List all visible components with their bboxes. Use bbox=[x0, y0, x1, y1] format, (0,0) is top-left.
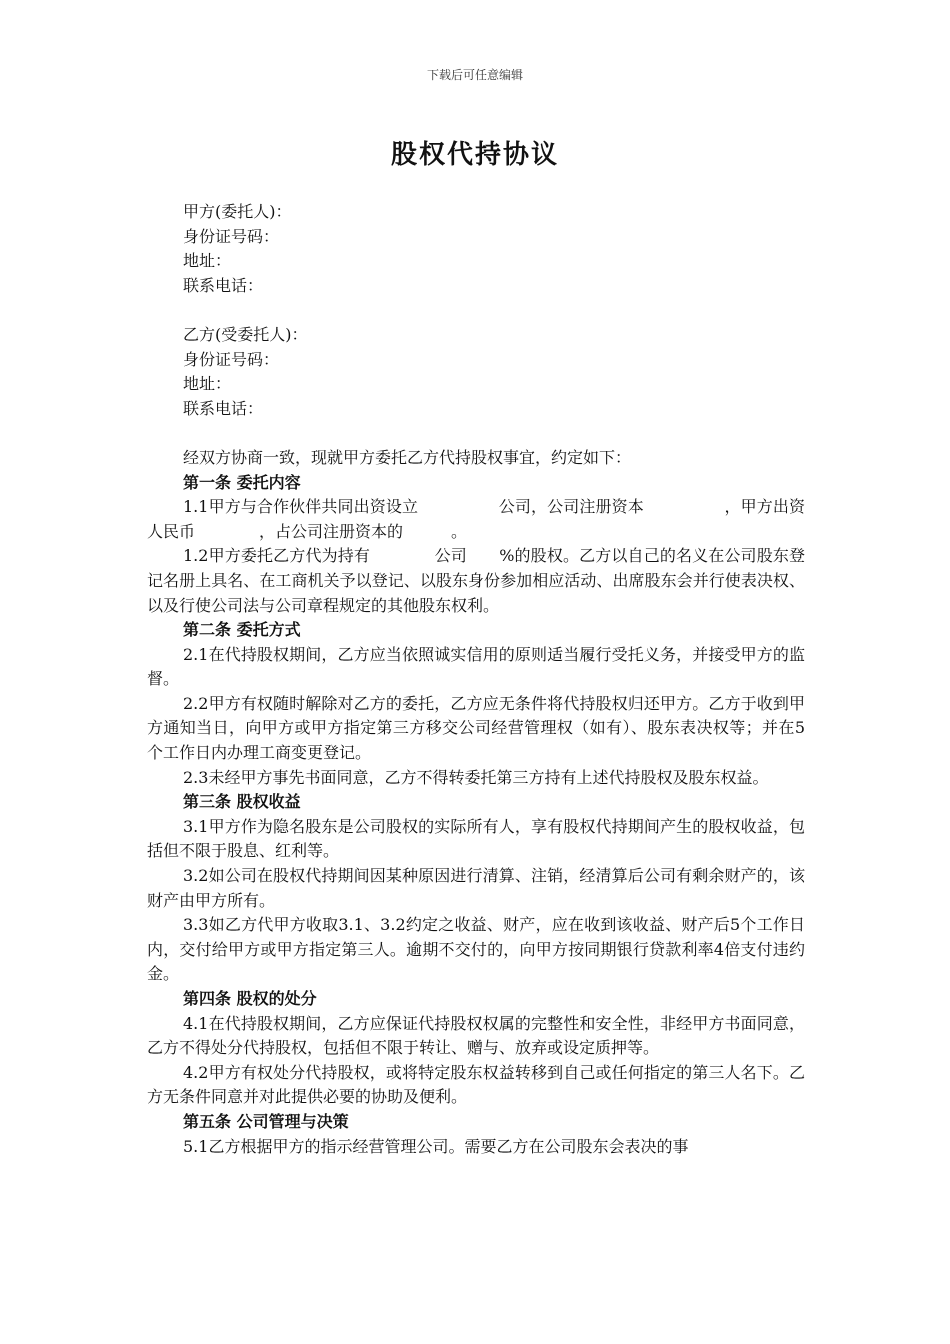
party-a-id-label: 身份证号码： bbox=[183, 226, 280, 246]
clause-2-2: 2.2甲方有权随时解除对乙方的委托，乙方应无条件将代持股权归还甲方。乙方于收到甲方通知当日，向甲方或甲方指定第三方移交公司经营管理权（如有）、股东表决权等；并在5个工作日内办理工商变更登记。 bbox=[147, 693, 805, 763]
party-b-address-label: 地址： bbox=[183, 374, 232, 394]
party-a-address-label: 地址： bbox=[183, 251, 232, 271]
article-1-heading: 第一条 委托内容 bbox=[183, 472, 301, 492]
article-2-heading: 第二条 委托方式 bbox=[183, 620, 301, 640]
party-a-label: 甲方(委托人)： bbox=[183, 202, 292, 221]
article-3-heading: 第三条 股权收益 bbox=[183, 792, 301, 812]
party-b-id-label: 身份证号码： bbox=[183, 349, 280, 369]
clause-1-1: 1.1甲方与合作伙伴共同出资设立 公司，公司注册资本 ，甲方出资人民币 ，占公司注册资本的 。 bbox=[147, 497, 805, 541]
party-a-block bbox=[147, 200, 805, 298]
clause-2-3: 2.3未经甲方事先书面同意，乙方不得转委托第三方持有上述代持股权及股东权益。 bbox=[183, 767, 769, 787]
spacer bbox=[147, 298, 805, 323]
clause-3-3: 3.3如乙方代甲方收取3.1、3.2约定之收益、财产，应在收到该收益、财产后5个工作日内，交付给甲方或甲方指定第三人。逾期不交付的，向甲方按同期银行贷款利率4倍支付违约金。 bbox=[147, 915, 805, 984]
article-5-heading: 第五条 公司管理与决策 bbox=[183, 1111, 349, 1131]
spacer bbox=[147, 421, 805, 446]
clause-3-1: 3.1甲方作为隐名股东是公司股权的实际所有人，享有股权代持期间产生的股权收益，包括但不限于股息、红利等。 bbox=[147, 816, 805, 861]
party-b-label: 乙方(受委托人)： bbox=[183, 324, 308, 344]
header-note: 下载后可任意编辑 bbox=[426, 68, 523, 82]
clause-1-2: 1.2甲方委托乙方代为持有 公司 %的股权。乙方以自己的名义在公司股东登记名册上具名、在工商机关予以登记、以股东身份参加相应活动、出席股东会并行使表决权、以及行使公司法与公司章程规定的其他股东权利。 bbox=[147, 546, 805, 615]
clause-3-2: 3.2如公司在股权代持期间因某种原因进行清算、注销，经清算后公司有剩余财产的，该财产由甲方所有。 bbox=[147, 866, 805, 910]
party-b-block bbox=[147, 323, 805, 421]
clause-2-1: 2.1在代持股权期间，乙方应当依照诚实信用的原则适当履行受托义务，并接受甲方的监督。 bbox=[147, 644, 805, 689]
party-a-phone-label: 联系电话： bbox=[183, 275, 264, 295]
clause-4-1: 4.1在代持股权期间，乙方应保证代持股权权属的完整性和安全性，非经甲方书面同意，乙方不得处分代持股权，包括但不限于转让、赠与、放弃或设定质押等。 bbox=[147, 1013, 805, 1058]
document-title: 股权代持协议 bbox=[390, 140, 559, 170]
intro-paragraph: 经双方协商一致，现就甲方委托乙方代持股权事宜，约定如下： bbox=[183, 447, 632, 467]
party-b-phone-label: 联系电话： bbox=[183, 398, 264, 418]
article-4-heading: 第四条 股权的处分 bbox=[183, 989, 317, 1008]
clause-5-1: 5.1乙方根据甲方的指示经营管理公司。需要乙方在公司股东会表决的事 bbox=[183, 1136, 689, 1156]
document-body bbox=[147, 200, 805, 1159]
clause-4-2: 4.2甲方有权处分代持股权，或将特定股东权益转移到自己或任何指定的第三人名下。乙方无条件同意并对此提供必要的协助及便利。 bbox=[147, 1062, 805, 1107]
